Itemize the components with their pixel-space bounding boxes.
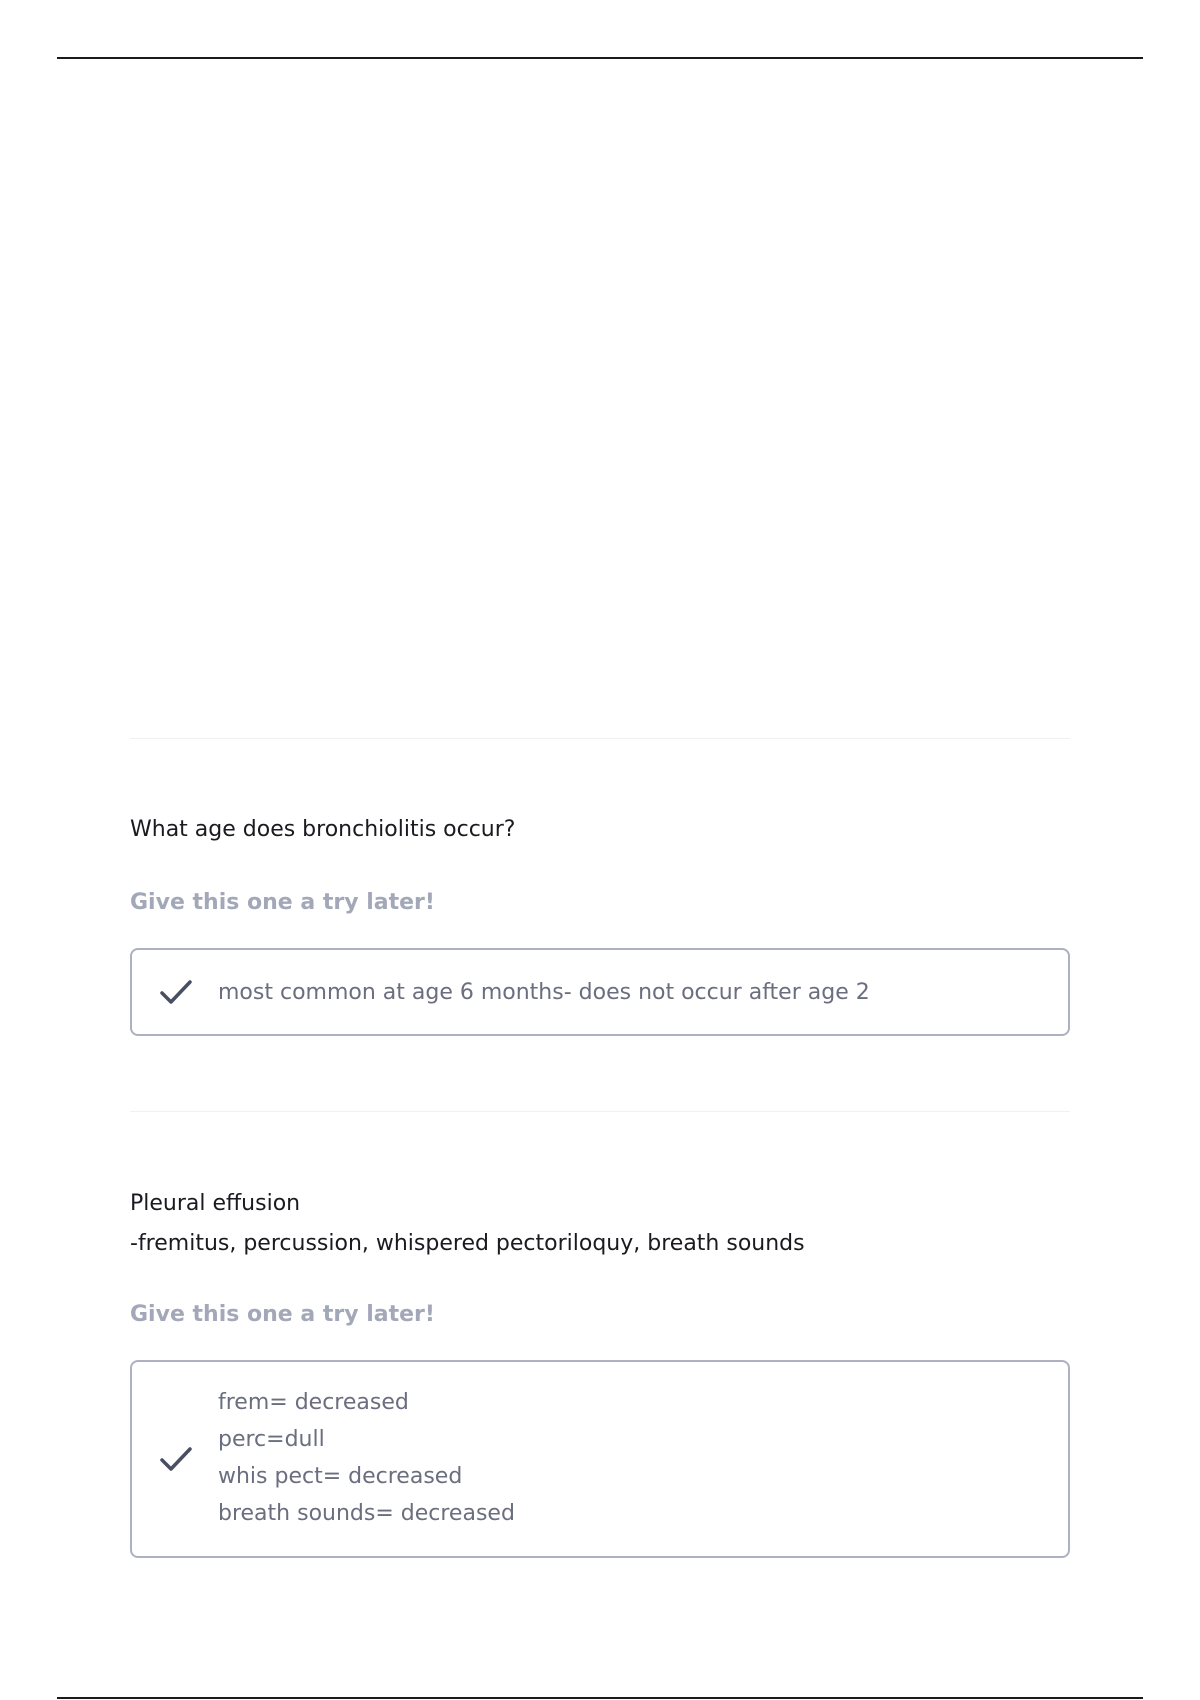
- card-separator: [130, 1111, 1070, 1112]
- card-prompt: Pleural effusion: [130, 1191, 301, 1216]
- try-later-label: Give this one a try later!: [130, 1302, 435, 1327]
- answer-box[interactable]: [130, 948, 1070, 1036]
- page-bottom-rule: [57, 1697, 1143, 1699]
- answer-box[interactable]: [130, 1360, 1070, 1558]
- answer-line: frem= decreased: [218, 1390, 409, 1415]
- answer-line: most common at age 6 months- does not occur after age 2: [218, 980, 870, 1005]
- card-separator: [130, 738, 1070, 739]
- answer-line: breath sounds= decreased: [218, 1501, 515, 1526]
- answer-line: whis pect= decreased: [218, 1464, 463, 1489]
- card-prompt: What age does bronchiolitis occur?: [130, 817, 516, 842]
- card-prompt-detail: -fremitus, percussion, whispered pectoriloquy, breath sounds: [130, 1231, 805, 1256]
- page-top-rule: [57, 57, 1143, 59]
- check-icon: [158, 1441, 194, 1477]
- answer-text: [218, 1384, 515, 1532]
- try-later-label: Give this one a try later!: [130, 890, 435, 915]
- answer-text: [218, 974, 870, 1011]
- check-icon: [158, 974, 194, 1010]
- answer-line: perc=dull: [218, 1427, 325, 1452]
